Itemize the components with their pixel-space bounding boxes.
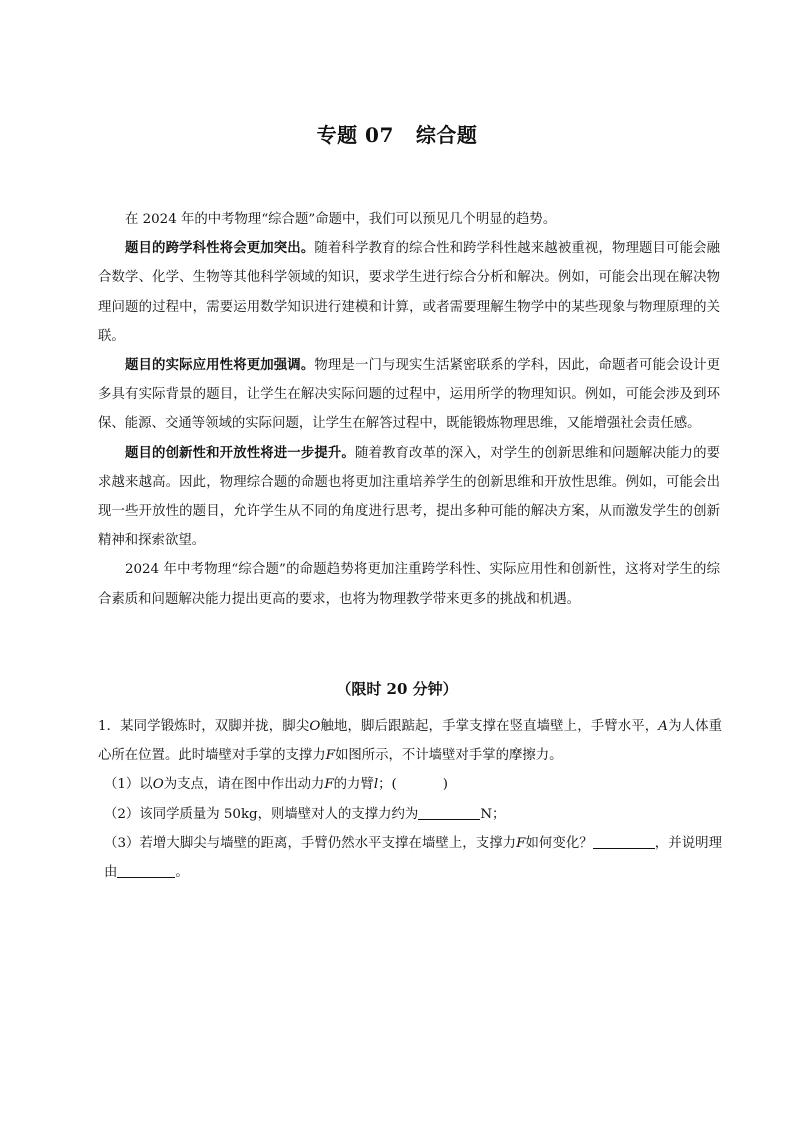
sub3-text-d: 。 xyxy=(175,865,189,881)
sub2-text-b: N； xyxy=(480,806,506,822)
intro-paragraph-4-text: 随着教育改革的深入，对学生的创新思维和问题解决能力的要求越来越高。因此，物理综合题的命题也将更加注重培养学生的创新思维和开放性思维。例如，可能会出现一些开放性的题目，允许学生从不同的角度进行思考，提出多种可能的解决方案，从而激发学生的创新精神和探索欲望。 xyxy=(98,445,720,549)
var-o: O xyxy=(152,777,164,793)
question-1-stem xyxy=(98,712,722,770)
sub2-text-a: （2）该同学质量为 50kg，则墙壁对人的支撑力约为 xyxy=(104,806,419,822)
var-f: F xyxy=(324,777,334,793)
stem-text-b: 触地，脚后跟踮起，手掌支撑在竖直墙壁上，手臂水平， xyxy=(320,719,659,734)
stem-text-c: 为人体重心所在位置。此时墙壁对手掌的支撑力 xyxy=(98,719,723,764)
sub1-text-e: ) xyxy=(442,777,448,793)
sub1-text-a: （1）以 xyxy=(104,777,153,793)
time-limit-heading: （限时 20 分钟） xyxy=(336,680,458,698)
sub1-text-c: 的力臂 xyxy=(333,777,374,793)
intro-paragraph-1: 在 2024 年的中考物理“综合题”命题中，我们可以预见几个明显的趋势。 xyxy=(125,212,557,227)
intro-paragraph-2-text: 随着科学教育的综合性和跨学科性越来越被重视，物理题目可能会融合数学、化学、生物等其他科学领域的知识，要求学生进行综合分析和解决。例如，可能会出现在解决物理问题的过程中，需要运用数学知识进行建模和计算，或者需要理解生物学中的某些现象与物理原理的关联。 xyxy=(98,241,721,344)
intro-paragraph-3-text: 物理是一门与现实生活紧密联系的学科，因此，命题者可能会设计更多具有实际背景的题目，让学生在解决实际问题的过程中，运用所学的物理知识。例如，可能会涉及到环保、能源、交通等领域的实际问题，让学生在解答过程中，既能锻炼物理思维，又能增强社会责任感。 xyxy=(98,358,721,432)
sub-question-1 xyxy=(98,770,722,799)
intro-paragraph-3 xyxy=(98,351,720,439)
intro-paragraph-4 xyxy=(98,439,720,556)
intro-paragraph-2 xyxy=(98,234,720,351)
sub1-text-d: ；( xyxy=(378,777,397,793)
title-prefix: 专题 07 xyxy=(316,123,394,147)
stem-text-a: 1．某同学锻炼时，双脚并拢，脚尖 xyxy=(98,719,310,734)
sub-question-2 xyxy=(98,800,722,829)
var-f: F xyxy=(516,835,526,851)
intro-paragraph-4-heading: 题目的创新性和开放性将进一步提升。 xyxy=(125,444,355,461)
var-o: O xyxy=(309,719,321,734)
answer-blank-3b[interactable] xyxy=(117,863,175,878)
var-a: A xyxy=(658,719,668,734)
sub3-text-c: ，并说明理由 xyxy=(104,835,723,881)
sub3-text-b: 如何变化？ xyxy=(525,835,593,851)
var-l: l xyxy=(373,777,379,793)
title-main: 综合题 xyxy=(415,123,478,147)
intro-paragraph-2-heading: 题目的跨学科性将会更加突出。 xyxy=(125,240,315,257)
stem-text-d: 如图所示，不计墙壁对手掌的摩擦力。 xyxy=(334,748,563,764)
intro-section xyxy=(98,205,720,614)
sub1-text-b: 为支点，请在图中作出动力 xyxy=(163,777,325,793)
answer-blank-2[interactable] xyxy=(418,805,480,820)
question-1 xyxy=(98,712,722,887)
var-f: F xyxy=(325,748,335,764)
intro-paragraph-3-heading: 题目的实际应用性将更加强调。 xyxy=(125,357,315,374)
intro-paragraph-5: 2024 年中考物理“综合题”的命题趋势将更加注重跨学科性、实际应用性和创新性，这将对学生的综合素质和问题解决能力提出更高的要求，也将为物理教学带来更多的挑战和机遇。 xyxy=(98,562,720,607)
sub3-text-a: （3）若增大脚尖与墙壁的距离，手臂仍然水平支撑在墙壁上，支撑力 xyxy=(104,835,517,851)
answer-blank-3a[interactable] xyxy=(593,834,655,849)
sub-question-3 xyxy=(98,829,722,887)
page-title xyxy=(0,119,794,148)
